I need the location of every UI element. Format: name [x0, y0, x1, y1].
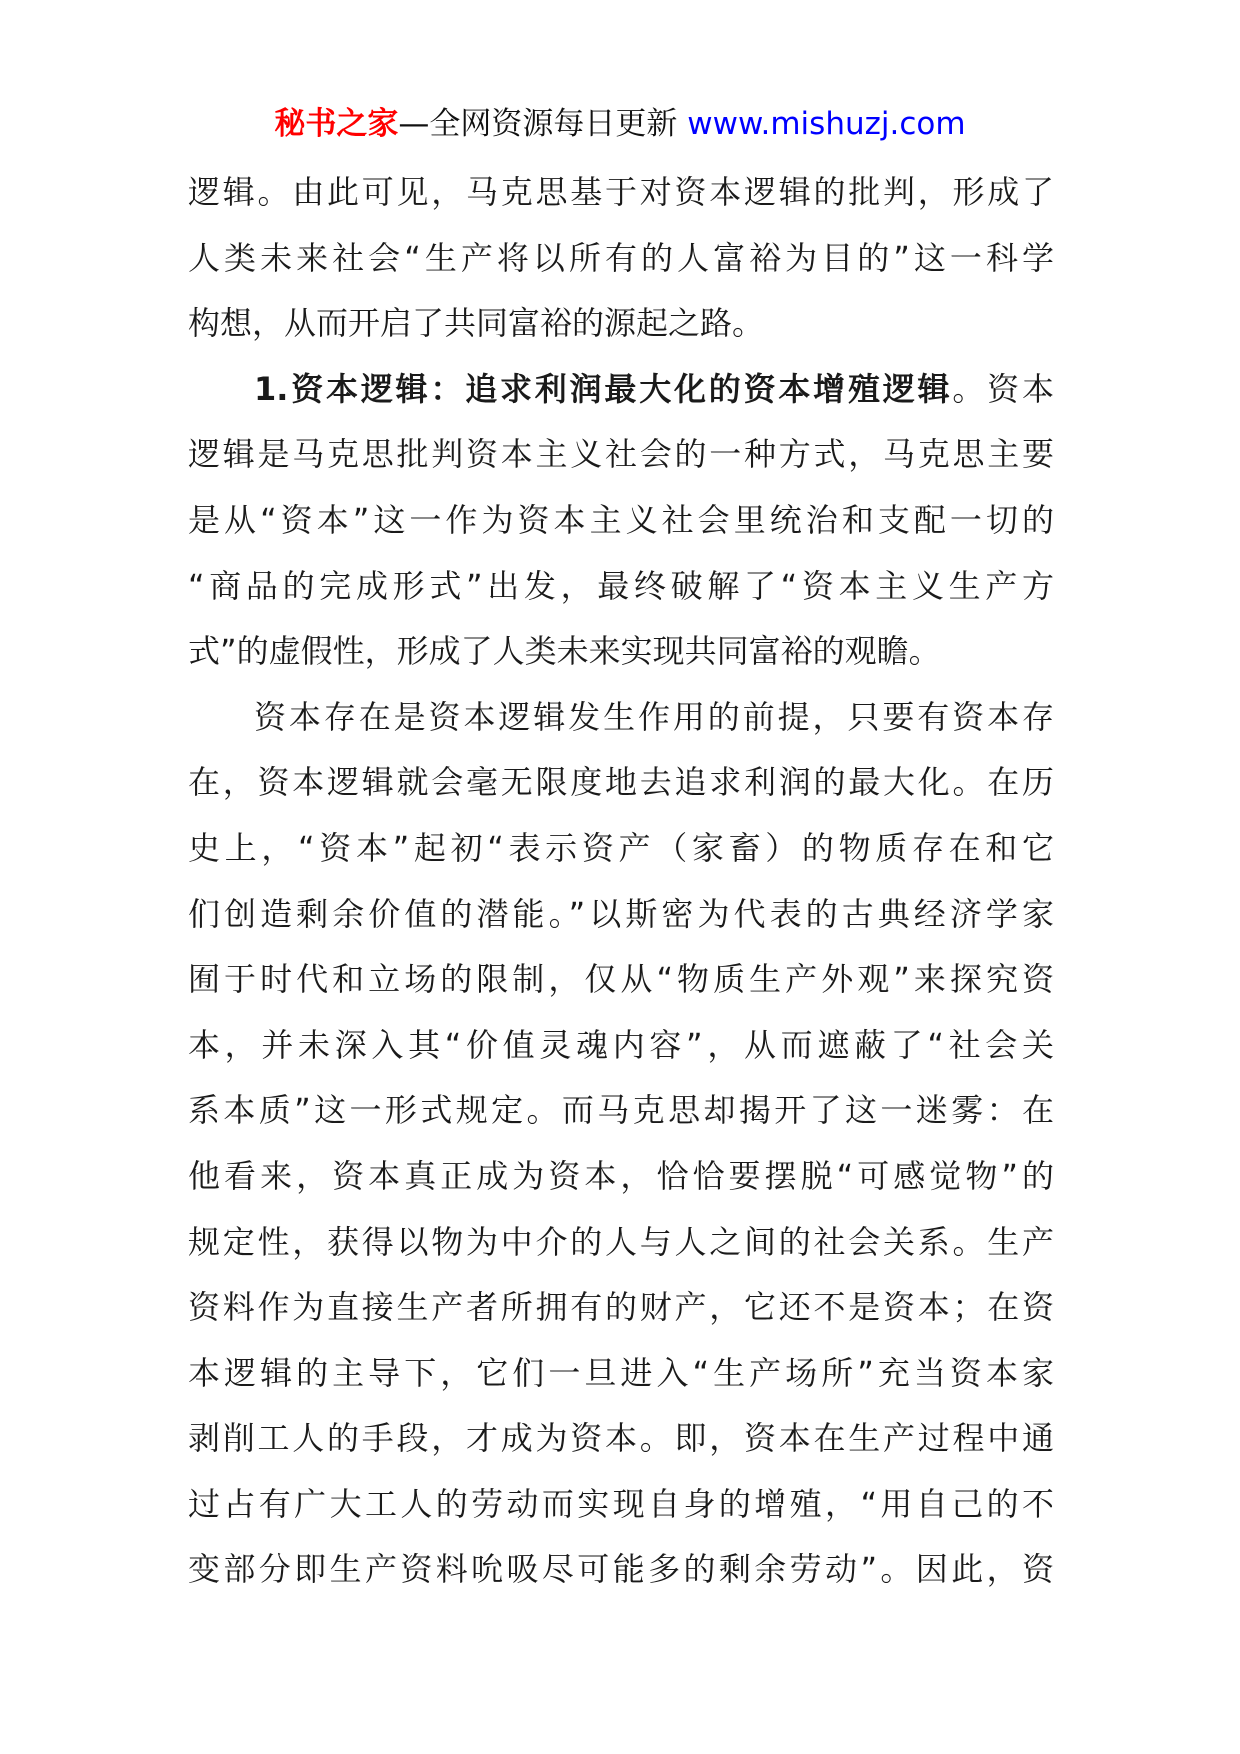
body-line: 人类未来社会“生产将以所有的人富裕为目的”这一科学 — [188, 238, 1054, 277]
body-line: 他看来，资本真正成为资本，恰恰要摆脱“可感觉物”的 — [188, 1156, 1054, 1195]
site-url[interactable]: www.mishuzj.com — [687, 106, 966, 142]
body-line: 过占有广大工人的劳动而实现自身的增殖，“用自己的不 — [188, 1484, 1054, 1523]
body-line: 系本质”这一形式规定。而马克思却揭开了这一迷雾：在 — [188, 1091, 1054, 1130]
site-tagline: —全网资源每日更新 — [398, 106, 688, 142]
section-heading-line — [188, 357, 1054, 423]
site-brand: 秘书之家 — [274, 106, 399, 142]
body-line: 剥削工人的手段，才成为资本。即，资本在生产过程中通 — [188, 1419, 1054, 1458]
body-line: 构想，从而开启了共同富裕的源起之路。 — [188, 304, 765, 343]
body-line: 变部分即生产资料吮吸尽可能多的剩余劳动”。因此，资 — [188, 1550, 1054, 1589]
body-line: “商品的完成形式”出发，最终破解了“资本主义生产方 — [188, 566, 1054, 605]
body-line: 资料作为直接生产者所拥有的财产，它还不是资本；在资 — [188, 1288, 1054, 1327]
section-heading: 1.资本逻辑：追求利润最大化的资本增殖逻辑 — [254, 369, 953, 408]
body-line: 规定性，获得以物为中介的人与人之间的社会关系。生产 — [188, 1222, 1054, 1261]
body-line: 是从“资本”这一作为资本主义社会里统治和支配一切的 — [188, 500, 1054, 539]
body-line: 们创造剩余价值的潜能。”以斯密为代表的古典经济学家 — [188, 894, 1054, 933]
body-line: 本逻辑的主导下，它们一旦进入“生产场所”充当资本家 — [188, 1353, 1054, 1392]
body-line: 逻辑。由此可见，马克思基于对资本逻辑的批判，形成了 — [188, 173, 1054, 211]
paragraph-first-line: 资本存在是资本逻辑发生作用的前提，只要有资本存 — [254, 697, 1054, 736]
body-line: 在，资本逻辑就会毫无限度地去追求利润的最大化。在历 — [188, 763, 1054, 802]
watermark-header — [0, 102, 1240, 146]
body-line: 本，并未深入其“价值灵魂内容”，从而遮蔽了“社会关 — [188, 1025, 1054, 1064]
body-line: 囿于时代和立场的限制，仅从“物质生产外观”来探究资 — [188, 960, 1054, 999]
body-line: 史上，“资本”起初“表示资产（家畜）的物质存在和它 — [188, 828, 1054, 867]
section-heading-continuation: 。资本 — [952, 369, 1054, 408]
body-line: 式”的虚假性，形成了人类未来实现共同富裕的观瞻。 — [188, 632, 941, 671]
body-line: 逻辑是马克思批判资本主义社会的一种方式，马克思主要 — [188, 435, 1054, 474]
document-body — [188, 160, 1054, 1603]
